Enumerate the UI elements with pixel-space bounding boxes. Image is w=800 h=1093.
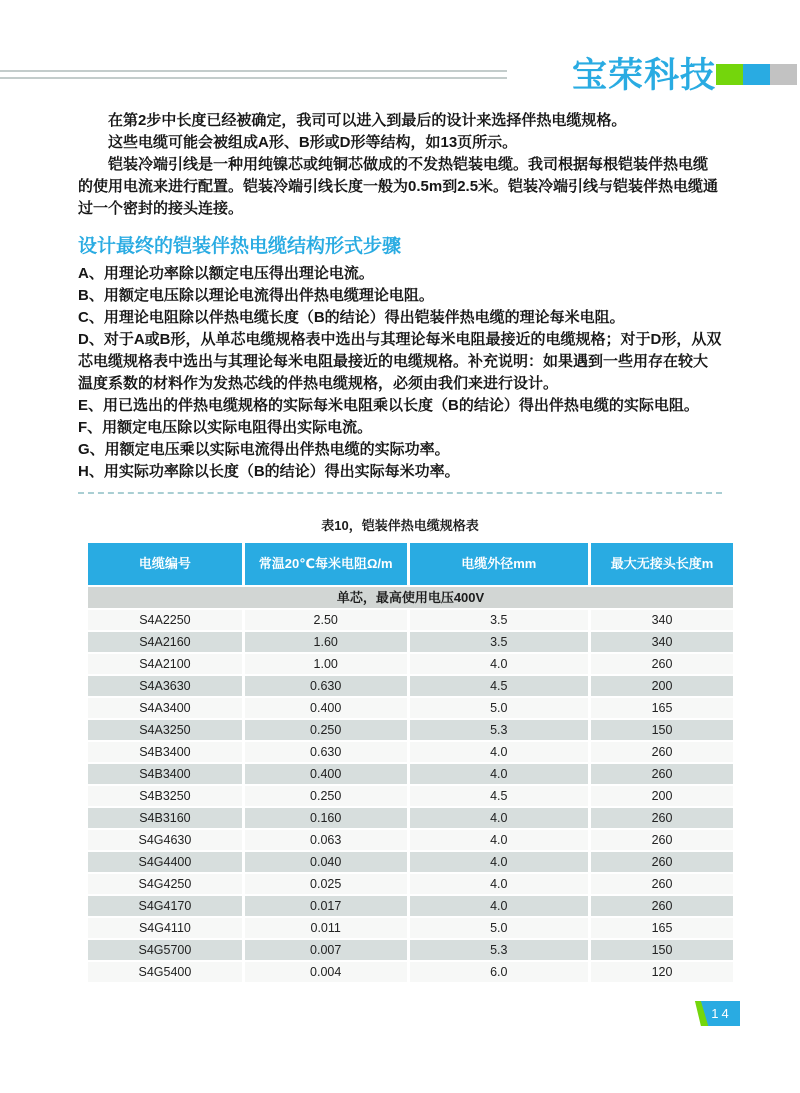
page-number: 14 xyxy=(711,1006,732,1021)
table-cell: 3.5 xyxy=(410,632,588,652)
table-cell: S4G4170 xyxy=(88,896,242,916)
table-cell: 1.60 xyxy=(245,632,407,652)
table-row xyxy=(88,742,733,762)
table-cell: S4A2160 xyxy=(88,632,242,652)
table-cell: 5.3 xyxy=(410,720,588,740)
table-cell: S4A2100 xyxy=(88,654,242,674)
table-cell: 5.3 xyxy=(410,940,588,960)
table-row xyxy=(88,786,733,806)
table-row xyxy=(88,962,733,982)
table-row xyxy=(88,654,733,674)
table-cell: 0.017 xyxy=(245,896,407,916)
table-cell: S4G4400 xyxy=(88,852,242,872)
table-cell: 150 xyxy=(591,940,733,960)
table-cell: 4.0 xyxy=(410,830,588,850)
table-row xyxy=(88,676,733,696)
table-cell: 5.0 xyxy=(410,918,588,938)
dashed-divider xyxy=(78,492,722,494)
table-cell: 0.040 xyxy=(245,852,407,872)
table-cell: S4B3250 xyxy=(88,786,242,806)
step-item: B、用额定电压除以理论电流得出伴热电缆理论电阻。 xyxy=(78,287,434,304)
table-row xyxy=(88,632,733,652)
table-cell: S4B3400 xyxy=(88,764,242,784)
table-body xyxy=(88,610,733,982)
table-cell: 4.0 xyxy=(410,874,588,894)
column-header-max-length: 最大无接头长度m xyxy=(591,543,733,585)
table-cell: 4.0 xyxy=(410,808,588,828)
table-cell: 260 xyxy=(591,654,733,674)
table-cell: 4.0 xyxy=(410,852,588,872)
table-cell: 3.5 xyxy=(410,610,588,630)
table-row xyxy=(88,720,733,740)
company-logo: 宝荣科技 xyxy=(572,56,717,95)
table-cell: S4B3160 xyxy=(88,808,242,828)
cable-spec-table xyxy=(88,543,733,982)
table-cell: 4.5 xyxy=(410,786,588,806)
column-header-resistance: 常温20℃每米电阻Ω/m xyxy=(245,543,407,585)
table-cell: S4B3400 xyxy=(88,742,242,762)
paragraph: 这些电缆可能会被组成A形、B形或D形等结构，如13页所示。 xyxy=(108,134,518,151)
table-cell: 340 xyxy=(591,632,733,652)
step-item: E、用已选出的伴热电缆规格的实际每米电阻乘以长度（B的结论）得出伴热电缆的实际电阻。 xyxy=(78,397,699,414)
table-cell: 260 xyxy=(591,830,733,850)
table-cell: 165 xyxy=(591,918,733,938)
table-cell: S4G4630 xyxy=(88,830,242,850)
step-item: D、对于A或B形，从单芯电缆规格表中选出与其理论每米电阻最接近的电缆规格；对于D形，从双芯电缆规格表中选出与其理论每米电阻最接近的电缆规格。补充说明：如果遇到一些用存在较大温度系数的材料作为发热芯线的伴热电缆规格，必须由我们来进行设计。 xyxy=(78,331,722,392)
table-cell: S4A3400 xyxy=(88,698,242,718)
table-cell: 0.160 xyxy=(245,808,407,828)
table-cell: 260 xyxy=(591,808,733,828)
step-item: H、用实际功率除以长度（B的结论）得出实际每米功率。 xyxy=(78,463,460,480)
table-cell: S4G4250 xyxy=(88,874,242,894)
table-cell: 0.011 xyxy=(245,918,407,938)
table-cell: 0.250 xyxy=(245,720,407,740)
table-row xyxy=(88,808,733,828)
table-cell: 4.5 xyxy=(410,676,588,696)
table-cell: 0.004 xyxy=(245,962,407,982)
table-row xyxy=(88,610,733,630)
table-cell: 1.00 xyxy=(245,654,407,674)
table-group-header: 单芯，最高使用电压400V xyxy=(88,587,733,608)
step-item: G、用额定电压乘以实际电流得出伴热电缆的实际功率。 xyxy=(78,441,450,458)
table-cell: 200 xyxy=(591,676,733,696)
table-cell: 0.025 xyxy=(245,874,407,894)
section-title: 设计最终的铠装伴热电缆结构形式步骤 xyxy=(78,236,402,257)
table-cell: 200 xyxy=(591,786,733,806)
paragraph: 铠装冷端引线是一种用纯镍芯或纯铜芯做成的不发热铠装电缆。我司根据每根铠装伴热电缆的使用电流来进行配置。铠装冷端引线长度一般为0.5m到2.5米。铠装冷端引线与铠装伴热电缆通过一个密封的接头连接。 xyxy=(78,156,719,217)
table-cell: S4G5400 xyxy=(88,962,242,982)
table-cell: 0.630 xyxy=(245,742,407,762)
column-header-outer-diameter: 电缆外径mm xyxy=(410,543,588,585)
table-cell: 260 xyxy=(591,896,733,916)
table-cell: S4A3250 xyxy=(88,720,242,740)
table-cell: 260 xyxy=(591,874,733,894)
table-cell: 5.0 xyxy=(410,698,588,718)
table-cell: 0.400 xyxy=(245,698,407,718)
step-item: C、用理论电阻除以伴热电缆长度（B的结论）得出铠装伴热电缆的理论每米电阻。 xyxy=(78,309,625,326)
table-cell: 0.630 xyxy=(245,676,407,696)
table-cell: 0.007 xyxy=(245,940,407,960)
table-row xyxy=(88,940,733,960)
table-caption: 表10，铠装伴热电缆规格表 xyxy=(321,518,479,533)
table-cell: S4G4110 xyxy=(88,918,242,938)
table-cell: S4A3630 xyxy=(88,676,242,696)
table-cell: S4G5700 xyxy=(88,940,242,960)
table-cell: 165 xyxy=(591,698,733,718)
table-cell: 4.0 xyxy=(410,654,588,674)
step-item: F、用额定电压除以实际电阻得出实际电流。 xyxy=(78,419,373,436)
table-row xyxy=(88,896,733,916)
table-row xyxy=(88,874,733,894)
page-number-badge xyxy=(694,1001,740,1026)
table-row xyxy=(88,918,733,938)
table-cell: 0.400 xyxy=(245,764,407,784)
paragraph: 在第2步中长度已经被确定，我司可以进入到最后的设计来选择伴热电缆规格。 xyxy=(108,112,627,129)
step-item: A、用理论功率除以额定电压得出理论电流。 xyxy=(78,265,374,282)
table-cell: 150 xyxy=(591,720,733,740)
table-row xyxy=(88,830,733,850)
table-cell: 260 xyxy=(591,742,733,762)
table-cell: 4.0 xyxy=(410,896,588,916)
table-cell: 260 xyxy=(591,764,733,784)
table-cell: 4.0 xyxy=(410,742,588,762)
table-cell: 340 xyxy=(591,610,733,630)
table-cell: 260 xyxy=(591,852,733,872)
table-header-row xyxy=(88,543,733,585)
table-cell: 6.0 xyxy=(410,962,588,982)
table-cell: 0.063 xyxy=(245,830,407,850)
table-row xyxy=(88,698,733,718)
table-cell: 120 xyxy=(591,962,733,982)
table-cell: 0.250 xyxy=(245,786,407,806)
table-row xyxy=(88,764,733,784)
table-row xyxy=(88,852,733,872)
table-cell: S4A2250 xyxy=(88,610,242,630)
column-header-cable-number: 电缆编号 xyxy=(88,543,242,585)
table-cell: 4.0 xyxy=(410,764,588,784)
table-cell: 2.50 xyxy=(245,610,407,630)
